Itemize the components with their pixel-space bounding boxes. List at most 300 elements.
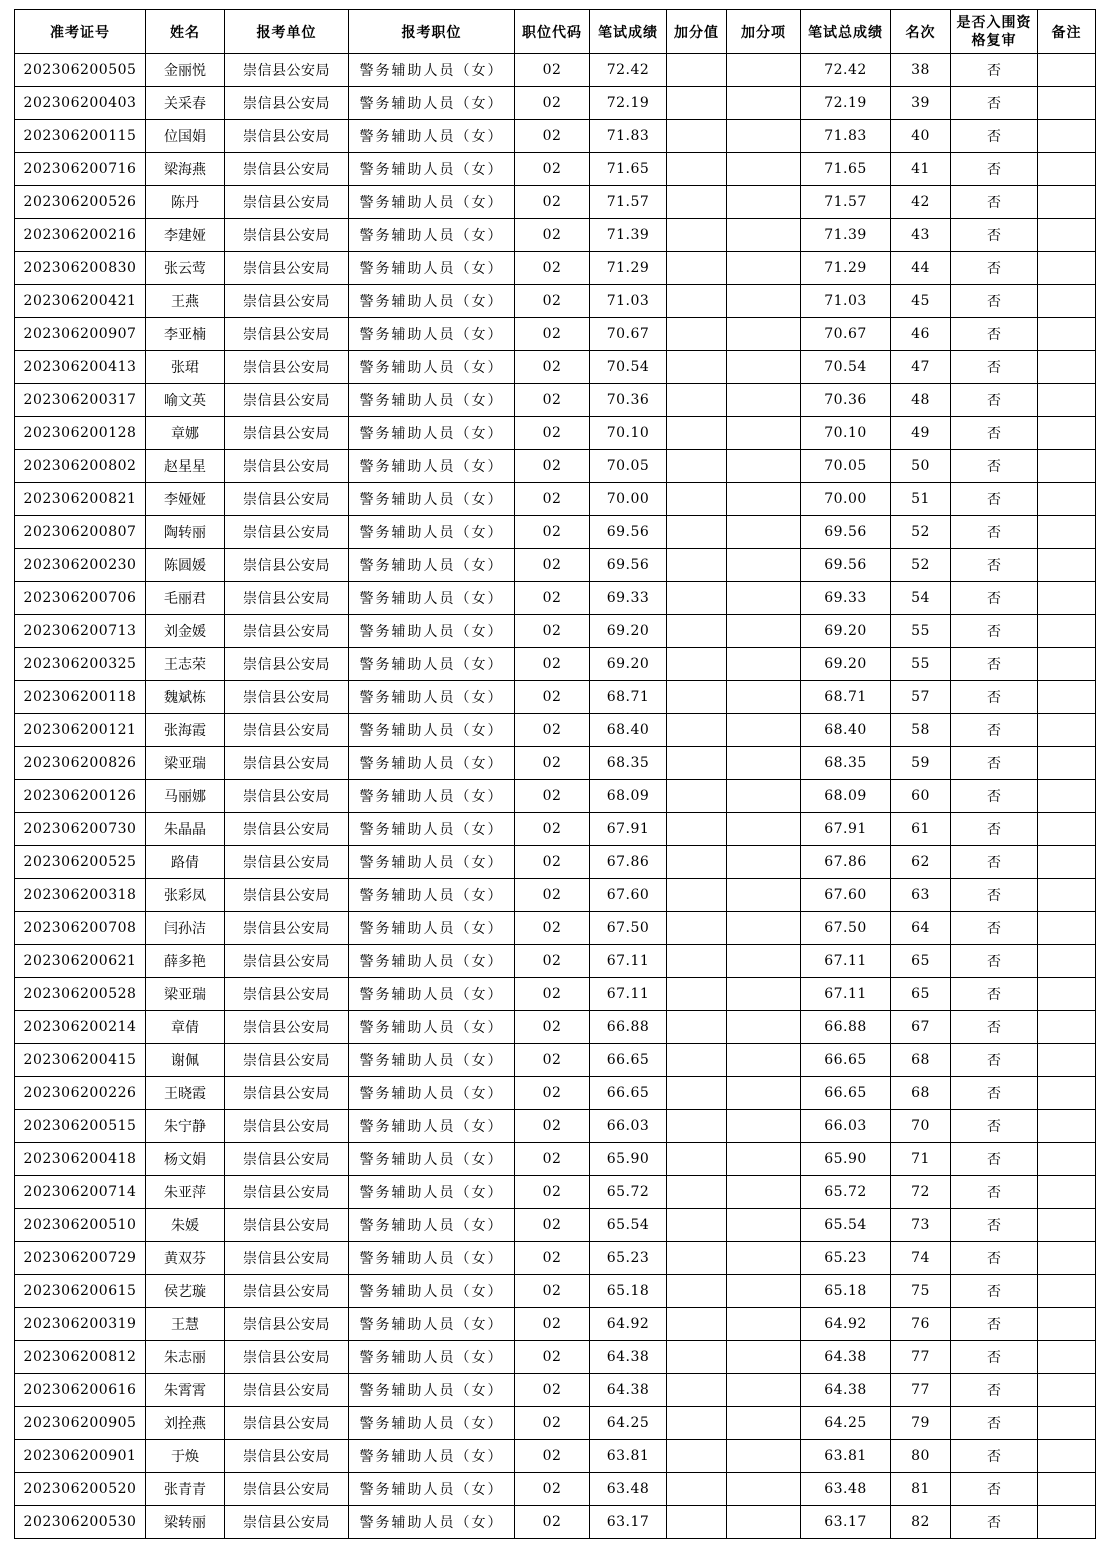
unit-cell: 崇信县公安局 (225, 252, 349, 285)
post-code-cell: 02 (515, 1374, 590, 1407)
remarks-cell (1038, 978, 1096, 1011)
post-code-cell: 02 (515, 1341, 590, 1374)
table-row (15, 1077, 1096, 1110)
bonus-item-cell (727, 252, 801, 285)
name-cell: 张青青 (146, 1473, 225, 1506)
written-score-cell: 69.20 (590, 615, 667, 648)
bonus-item-cell (727, 1407, 801, 1440)
unit-cell: 崇信县公安局 (225, 1209, 349, 1242)
remarks-cell (1038, 1143, 1096, 1176)
written-score-cell: 66.88 (590, 1011, 667, 1044)
post-cell: 警务辅助人员（女） (349, 780, 515, 813)
table-row (15, 1242, 1096, 1275)
post-cell: 警务辅助人员（女） (349, 186, 515, 219)
remarks-cell (1038, 1209, 1096, 1242)
remarks-cell (1038, 417, 1096, 450)
written-score-cell: 67.11 (590, 945, 667, 978)
unit-cell: 崇信县公安局 (225, 1440, 349, 1473)
exam-id-cell: 202306200716 (15, 153, 146, 186)
unit-cell: 崇信县公安局 (225, 615, 349, 648)
header-post: 报考职位 (349, 10, 515, 54)
post-cell: 警务辅助人员（女） (349, 1011, 515, 1044)
rank-cell: 75 (891, 1275, 951, 1308)
remarks-cell (1038, 813, 1096, 846)
bonus-value-cell (667, 780, 727, 813)
rank-cell: 48 (891, 384, 951, 417)
bonus-item-cell (727, 780, 801, 813)
name-cell: 毛丽君 (146, 582, 225, 615)
bonus-item-cell (727, 1209, 801, 1242)
table-row (15, 153, 1096, 186)
post-code-cell: 02 (515, 813, 590, 846)
table-row (15, 219, 1096, 252)
exam-id-cell: 202306200907 (15, 318, 146, 351)
header-review-status: 是否入围资格复审 (951, 10, 1038, 54)
total-score-cell: 68.71 (801, 681, 891, 714)
remarks-cell (1038, 912, 1096, 945)
name-cell: 魏斌栋 (146, 681, 225, 714)
table-row (15, 54, 1096, 87)
written-score-cell: 65.54 (590, 1209, 667, 1242)
post-cell: 警务辅助人员（女） (349, 384, 515, 417)
written-score-cell: 71.03 (590, 285, 667, 318)
review-status-cell: 否 (951, 846, 1038, 879)
review-status-cell: 否 (951, 1440, 1038, 1473)
review-status-cell: 否 (951, 615, 1038, 648)
total-score-cell: 69.56 (801, 516, 891, 549)
total-score-cell: 66.65 (801, 1044, 891, 1077)
remarks-cell (1038, 1011, 1096, 1044)
post-cell: 警务辅助人员（女） (349, 516, 515, 549)
rank-cell: 76 (891, 1308, 951, 1341)
total-score-cell: 70.67 (801, 318, 891, 351)
bonus-item-cell (727, 1341, 801, 1374)
post-cell: 警务辅助人员（女） (349, 582, 515, 615)
bonus-value-cell (667, 879, 727, 912)
post-cell: 警务辅助人员（女） (349, 879, 515, 912)
post-cell: 警务辅助人员（女） (349, 1242, 515, 1275)
header-bonus-item: 加分项 (727, 10, 801, 54)
unit-cell: 崇信县公安局 (225, 417, 349, 450)
exam-id-cell: 202306200807 (15, 516, 146, 549)
exam-id-cell: 202306200525 (15, 846, 146, 879)
exam-id-cell: 202306200616 (15, 1374, 146, 1407)
remarks-cell (1038, 1308, 1096, 1341)
post-code-cell: 02 (515, 516, 590, 549)
post-code-cell: 02 (515, 879, 590, 912)
rank-cell: 42 (891, 186, 951, 219)
table-header-row (15, 10, 1096, 54)
rank-cell: 65 (891, 978, 951, 1011)
unit-cell: 崇信县公安局 (225, 912, 349, 945)
bonus-item-cell (727, 912, 801, 945)
rank-cell: 41 (891, 153, 951, 186)
rank-cell: 43 (891, 219, 951, 252)
exam-id-cell: 202306200713 (15, 615, 146, 648)
unit-cell: 崇信县公安局 (225, 186, 349, 219)
written-score-cell: 67.86 (590, 846, 667, 879)
table-row (15, 252, 1096, 285)
unit-cell: 崇信县公安局 (225, 1308, 349, 1341)
remarks-cell (1038, 384, 1096, 417)
review-status-cell: 否 (951, 582, 1038, 615)
bonus-value-cell (667, 120, 727, 153)
table-row (15, 351, 1096, 384)
bonus-value-cell (667, 1110, 727, 1143)
name-cell: 张云莺 (146, 252, 225, 285)
review-status-cell: 否 (951, 549, 1038, 582)
unit-cell: 崇信县公安局 (225, 1473, 349, 1506)
unit-cell: 崇信县公安局 (225, 780, 349, 813)
table-row (15, 186, 1096, 219)
total-score-cell: 71.83 (801, 120, 891, 153)
exam-id-cell: 202306200403 (15, 87, 146, 120)
table-row (15, 714, 1096, 747)
bonus-value-cell (667, 1275, 727, 1308)
table-row (15, 1176, 1096, 1209)
bonus-value-cell (667, 912, 727, 945)
exam-id-cell: 202306200318 (15, 879, 146, 912)
written-score-cell: 72.42 (590, 54, 667, 87)
post-code-cell: 02 (515, 1209, 590, 1242)
post-cell: 警务辅助人员（女） (349, 351, 515, 384)
post-code-cell: 02 (515, 450, 590, 483)
written-score-cell: 64.38 (590, 1341, 667, 1374)
written-score-cell: 70.00 (590, 483, 667, 516)
post-cell: 警务辅助人员（女） (349, 252, 515, 285)
post-code-cell: 02 (515, 1275, 590, 1308)
post-code-cell: 02 (515, 252, 590, 285)
name-cell: 刘金媛 (146, 615, 225, 648)
remarks-cell (1038, 87, 1096, 120)
remarks-cell (1038, 1407, 1096, 1440)
bonus-item-cell (727, 87, 801, 120)
review-status-cell: 否 (951, 1011, 1038, 1044)
table-row (15, 87, 1096, 120)
written-score-cell: 69.56 (590, 549, 667, 582)
post-cell: 警务辅助人员（女） (349, 120, 515, 153)
remarks-cell (1038, 582, 1096, 615)
table-row (15, 582, 1096, 615)
remarks-cell (1038, 1176, 1096, 1209)
total-score-cell: 67.91 (801, 813, 891, 846)
remarks-cell (1038, 549, 1096, 582)
post-cell: 警务辅助人员（女） (349, 1440, 515, 1473)
remarks-cell (1038, 318, 1096, 351)
exam-id-cell: 202306200830 (15, 252, 146, 285)
name-cell: 闫孙洁 (146, 912, 225, 945)
exam-id-cell: 202306200520 (15, 1473, 146, 1506)
review-status-cell: 否 (951, 153, 1038, 186)
name-cell: 章倩 (146, 1011, 225, 1044)
bonus-item-cell (727, 285, 801, 318)
written-score-cell: 71.65 (590, 153, 667, 186)
unit-cell: 崇信县公安局 (225, 1242, 349, 1275)
written-score-cell: 64.92 (590, 1308, 667, 1341)
rank-cell: 51 (891, 483, 951, 516)
table-row (15, 1143, 1096, 1176)
bonus-item-cell (727, 450, 801, 483)
total-score-cell: 70.10 (801, 417, 891, 450)
rank-cell: 44 (891, 252, 951, 285)
name-cell: 朱晶晶 (146, 813, 225, 846)
table-row (15, 945, 1096, 978)
rank-cell: 45 (891, 285, 951, 318)
table-row (15, 1110, 1096, 1143)
review-status-cell: 否 (951, 879, 1038, 912)
post-cell: 警务辅助人员（女） (349, 1275, 515, 1308)
post-cell: 警务辅助人员（女） (349, 945, 515, 978)
unit-cell: 崇信县公安局 (225, 1374, 349, 1407)
table-row (15, 1275, 1096, 1308)
exam-id-cell: 202306200730 (15, 813, 146, 846)
total-score-cell: 71.65 (801, 153, 891, 186)
table-row (15, 615, 1096, 648)
name-cell: 王燕 (146, 285, 225, 318)
remarks-cell (1038, 780, 1096, 813)
post-code-cell: 02 (515, 1077, 590, 1110)
table-row (15, 450, 1096, 483)
table-row (15, 285, 1096, 318)
exam-id-cell: 202306200708 (15, 912, 146, 945)
bonus-item-cell (727, 1077, 801, 1110)
review-status-cell: 否 (951, 351, 1038, 384)
name-cell: 李亚楠 (146, 318, 225, 351)
post-code-cell: 02 (515, 846, 590, 879)
header-name: 姓名 (146, 10, 225, 54)
exam-id-cell: 202306200418 (15, 1143, 146, 1176)
review-status-cell: 否 (951, 648, 1038, 681)
rank-cell: 77 (891, 1341, 951, 1374)
rank-cell: 50 (891, 450, 951, 483)
rank-cell: 68 (891, 1044, 951, 1077)
post-code-cell: 02 (515, 351, 590, 384)
post-cell: 警务辅助人员（女） (349, 219, 515, 252)
post-code-cell: 02 (515, 1011, 590, 1044)
written-score-cell: 64.25 (590, 1407, 667, 1440)
post-code-cell: 02 (515, 549, 590, 582)
rank-cell: 40 (891, 120, 951, 153)
review-status-cell: 否 (951, 54, 1038, 87)
post-code-cell: 02 (515, 780, 590, 813)
review-status-cell: 否 (951, 417, 1038, 450)
exam-id-cell: 202306200421 (15, 285, 146, 318)
name-cell: 陈丹 (146, 186, 225, 219)
total-score-cell: 64.92 (801, 1308, 891, 1341)
rank-cell: 55 (891, 648, 951, 681)
exam-id-cell: 202306200621 (15, 945, 146, 978)
bonus-item-cell (727, 1176, 801, 1209)
review-status-cell: 否 (951, 813, 1038, 846)
exam-id-cell: 202306200530 (15, 1506, 146, 1539)
rank-cell: 55 (891, 615, 951, 648)
name-cell: 薛多艳 (146, 945, 225, 978)
name-cell: 张彩凤 (146, 879, 225, 912)
post-code-cell: 02 (515, 1440, 590, 1473)
post-code-cell: 02 (515, 681, 590, 714)
bonus-value-cell (667, 219, 727, 252)
remarks-cell (1038, 945, 1096, 978)
exam-id-cell: 202306200528 (15, 978, 146, 1011)
unit-cell: 崇信县公安局 (225, 384, 349, 417)
unit-cell: 崇信县公安局 (225, 450, 349, 483)
unit-cell: 崇信县公安局 (225, 945, 349, 978)
review-status-cell: 否 (951, 450, 1038, 483)
written-score-cell: 65.72 (590, 1176, 667, 1209)
name-cell: 朱志丽 (146, 1341, 225, 1374)
written-score-cell: 68.71 (590, 681, 667, 714)
bonus-value-cell (667, 1407, 727, 1440)
written-score-cell: 67.50 (590, 912, 667, 945)
post-cell: 警务辅助人员（女） (349, 747, 515, 780)
bonus-value-cell (667, 648, 727, 681)
bonus-value-cell (667, 1473, 727, 1506)
post-cell: 警务辅助人员（女） (349, 846, 515, 879)
review-status-cell: 否 (951, 1473, 1038, 1506)
unit-cell: 崇信县公安局 (225, 681, 349, 714)
rank-cell: 82 (891, 1506, 951, 1539)
review-status-cell: 否 (951, 1209, 1038, 1242)
post-cell: 警务辅助人员（女） (349, 1374, 515, 1407)
total-score-cell: 68.09 (801, 780, 891, 813)
table-row (15, 681, 1096, 714)
bonus-item-cell (727, 516, 801, 549)
rank-cell: 72 (891, 1176, 951, 1209)
post-cell: 警务辅助人员（女） (349, 1176, 515, 1209)
bonus-value-cell (667, 747, 727, 780)
header-total-score: 笔试总成绩 (801, 10, 891, 54)
post-code-cell: 02 (515, 945, 590, 978)
name-cell: 梁亚瑞 (146, 747, 225, 780)
rank-cell: 52 (891, 549, 951, 582)
bonus-item-cell (727, 747, 801, 780)
rank-cell: 67 (891, 1011, 951, 1044)
post-code-cell: 02 (515, 1473, 590, 1506)
table-row (15, 747, 1096, 780)
remarks-cell (1038, 747, 1096, 780)
total-score-cell: 65.18 (801, 1275, 891, 1308)
total-score-cell: 70.00 (801, 483, 891, 516)
exam-id-cell: 202306200115 (15, 120, 146, 153)
written-score-cell: 70.67 (590, 318, 667, 351)
name-cell: 朱霄霄 (146, 1374, 225, 1407)
written-score-cell: 66.65 (590, 1077, 667, 1110)
table-row (15, 1011, 1096, 1044)
post-code-cell: 02 (515, 912, 590, 945)
post-cell: 警务辅助人员（女） (349, 450, 515, 483)
unit-cell: 崇信县公安局 (225, 1407, 349, 1440)
unit-cell: 崇信县公安局 (225, 549, 349, 582)
remarks-cell (1038, 1440, 1096, 1473)
unit-cell: 崇信县公安局 (225, 1044, 349, 1077)
table-row (15, 516, 1096, 549)
name-cell: 金丽悦 (146, 54, 225, 87)
bonus-value-cell (667, 153, 727, 186)
name-cell: 路倩 (146, 846, 225, 879)
table-row (15, 1506, 1096, 1539)
post-code-cell: 02 (515, 1407, 590, 1440)
review-status-cell: 否 (951, 747, 1038, 780)
remarks-cell (1038, 186, 1096, 219)
unit-cell: 崇信县公安局 (225, 648, 349, 681)
bonus-item-cell (727, 846, 801, 879)
review-status-cell: 否 (951, 318, 1038, 351)
total-score-cell: 69.33 (801, 582, 891, 615)
total-score-cell: 67.11 (801, 978, 891, 1011)
total-score-cell: 66.88 (801, 1011, 891, 1044)
written-score-cell: 64.38 (590, 1374, 667, 1407)
name-cell: 朱亚萍 (146, 1176, 225, 1209)
post-code-cell: 02 (515, 615, 590, 648)
bonus-item-cell (727, 417, 801, 450)
unit-cell: 崇信县公安局 (225, 318, 349, 351)
unit-cell: 崇信县公安局 (225, 483, 349, 516)
review-status-cell: 否 (951, 219, 1038, 252)
total-score-cell: 71.03 (801, 285, 891, 318)
name-cell: 位国娟 (146, 120, 225, 153)
remarks-cell (1038, 681, 1096, 714)
unit-cell: 崇信县公安局 (225, 87, 349, 120)
post-cell: 警务辅助人员（女） (349, 1473, 515, 1506)
remarks-cell (1038, 450, 1096, 483)
written-score-cell: 63.48 (590, 1473, 667, 1506)
name-cell: 陶转丽 (146, 516, 225, 549)
total-score-cell: 69.20 (801, 648, 891, 681)
written-score-cell: 69.56 (590, 516, 667, 549)
remarks-cell (1038, 1275, 1096, 1308)
post-cell: 警务辅助人员（女） (349, 54, 515, 87)
remarks-cell (1038, 879, 1096, 912)
name-cell: 朱宁静 (146, 1110, 225, 1143)
remarks-cell (1038, 615, 1096, 648)
post-code-cell: 02 (515, 186, 590, 219)
exam-id-cell: 202306200706 (15, 582, 146, 615)
total-score-cell: 65.23 (801, 1242, 891, 1275)
post-cell: 警务辅助人员（女） (349, 417, 515, 450)
total-score-cell: 72.42 (801, 54, 891, 87)
bonus-value-cell (667, 1011, 727, 1044)
total-score-cell: 64.25 (801, 1407, 891, 1440)
post-cell: 警务辅助人员（女） (349, 1308, 515, 1341)
written-score-cell: 71.57 (590, 186, 667, 219)
review-status-cell: 否 (951, 681, 1038, 714)
post-code-cell: 02 (515, 747, 590, 780)
review-status-cell: 否 (951, 1242, 1038, 1275)
total-score-cell: 67.50 (801, 912, 891, 945)
bonus-item-cell (727, 1143, 801, 1176)
unit-cell: 崇信县公安局 (225, 747, 349, 780)
unit-cell: 崇信县公安局 (225, 219, 349, 252)
bonus-value-cell (667, 846, 727, 879)
review-status-cell: 否 (951, 1077, 1038, 1110)
table-row (15, 1308, 1096, 1341)
table-row (15, 1341, 1096, 1374)
unit-cell: 崇信县公安局 (225, 879, 349, 912)
exam-id-cell: 202306200121 (15, 714, 146, 747)
post-cell: 警务辅助人员（女） (349, 813, 515, 846)
bonus-value-cell (667, 1143, 727, 1176)
bonus-value-cell (667, 450, 727, 483)
bonus-value-cell (667, 1308, 727, 1341)
bonus-item-cell (727, 1242, 801, 1275)
table-row (15, 846, 1096, 879)
review-status-cell: 否 (951, 120, 1038, 153)
post-cell: 警务辅助人员（女） (349, 1110, 515, 1143)
review-status-cell: 否 (951, 1176, 1038, 1209)
total-score-cell: 70.54 (801, 351, 891, 384)
post-cell: 警务辅助人员（女） (349, 615, 515, 648)
bonus-item-cell (727, 615, 801, 648)
